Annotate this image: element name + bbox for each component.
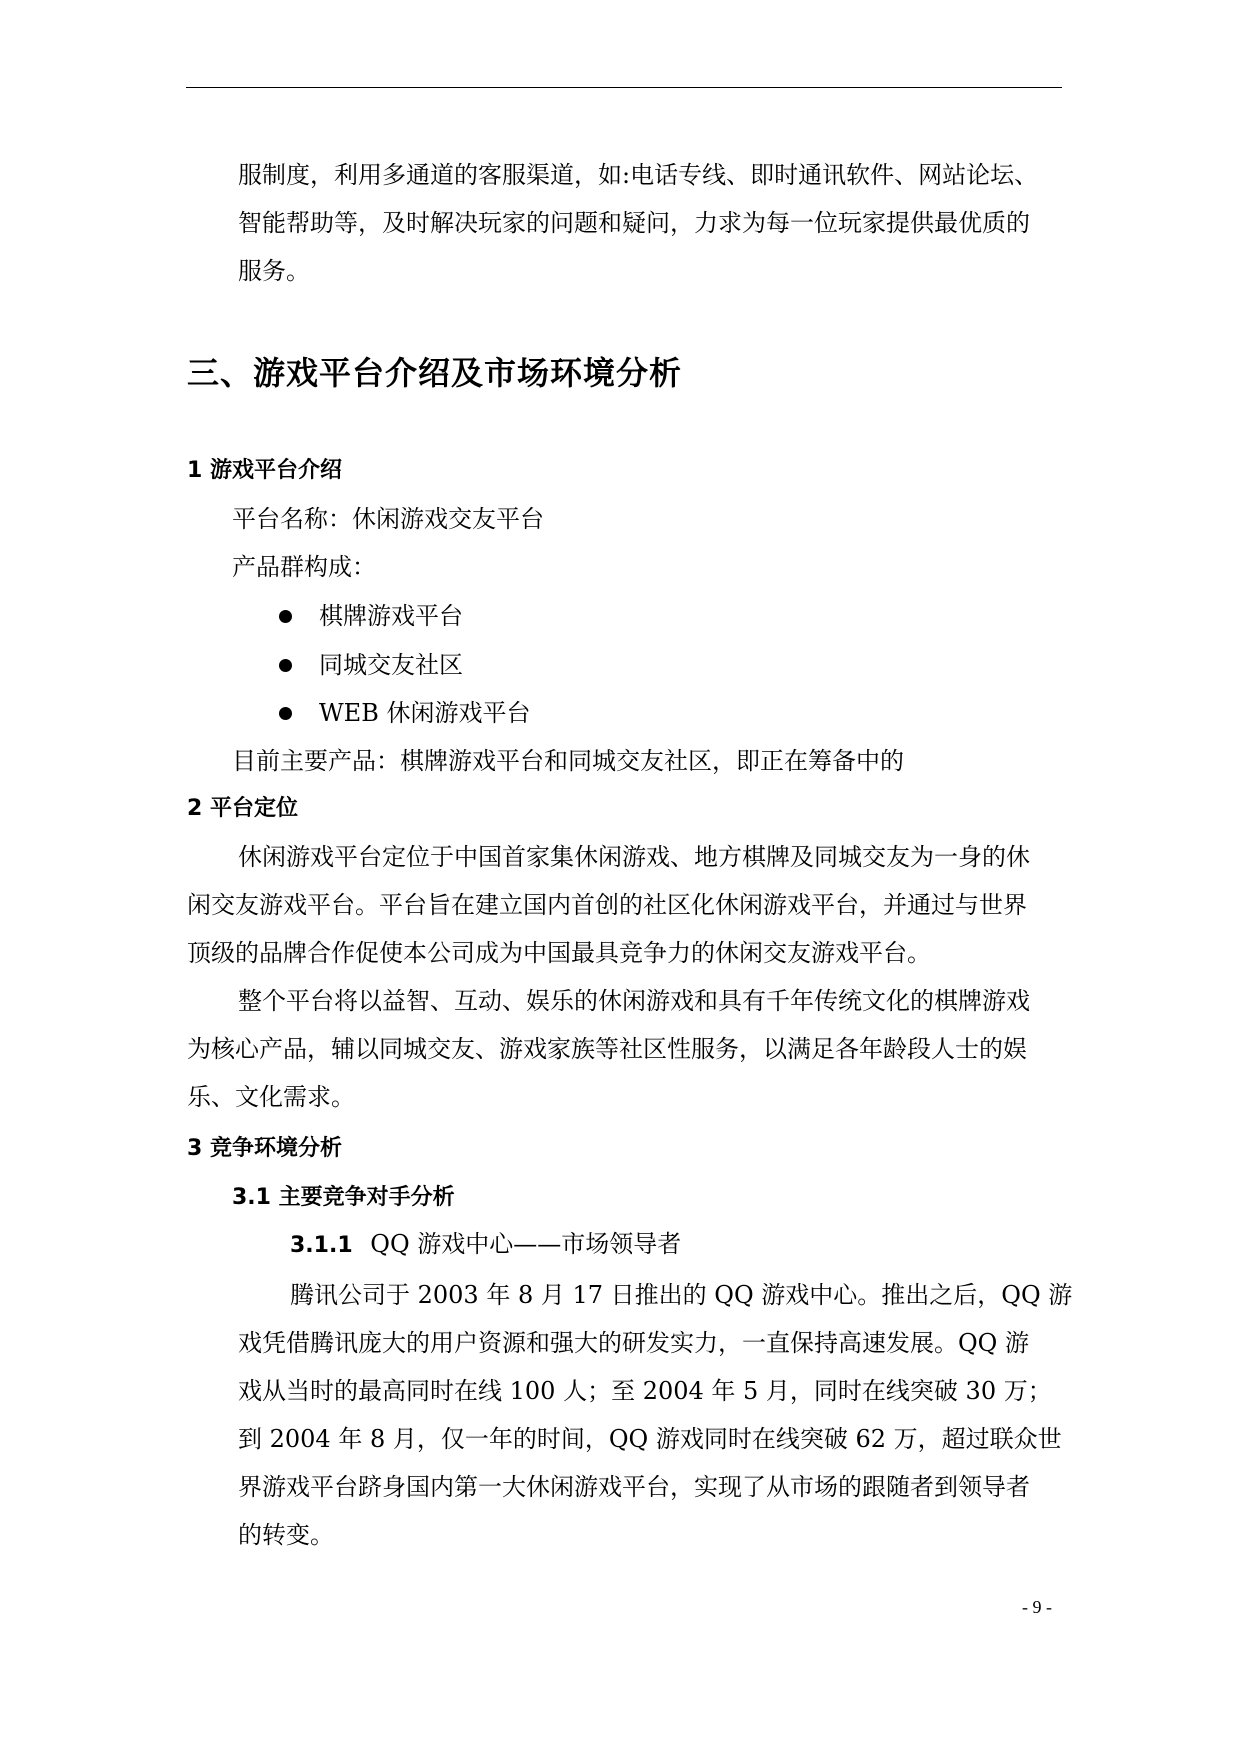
qq-line-4: 到 2004 年 8 月，仅一年的时间，QQ 游戏同时在线突破 62 万，超过联众世	[238, 1425, 1062, 1453]
positioning-line-3: 顶级的品牌合作促使本公司成为中国最具竞争力的休闲交友游戏平台。	[187, 939, 931, 967]
bullet-dot	[279, 659, 292, 672]
product-group-label: 产品群构成：	[232, 553, 376, 581]
qq-line-6: 的转变。	[238, 1521, 334, 1549]
intro-line-2: 智能帮助等，及时解决玩家的问题和疑问，力求为每一位玩家提供最优质的	[238, 209, 1030, 237]
intro-line-1: 服制度，利用多通道的客服渠道，如:电话专线、即时通讯软件、网站论坛、	[238, 161, 1039, 189]
intro-line-3: 服务。	[238, 257, 310, 285]
product-item: 棋牌游戏平台	[319, 602, 463, 630]
qq-line-3: 戏从当时的最高同时在线 100 人；至 2004 年 5 月，同时在线突破 30 万；	[238, 1377, 1052, 1405]
positioning-line-2: 闲交友游戏平台。平台旨在建立国内首创的社区化休闲游戏平台，并通过与世界	[187, 891, 1027, 919]
qq-line-2: 戏凭借腾讯庞大的用户资源和强大的研发实力，一直保持高速发展。QQ 游	[238, 1329, 1029, 1357]
product-item: 同城交友社区	[319, 651, 463, 679]
qq-line-5: 界游戏平台跻身国内第一大休闲游戏平台，实现了从市场的跟随者到领导者	[238, 1473, 1030, 1501]
positioning-line-4: 整个平台将以益智、互动、娱乐的休闲游戏和具有千年传统文化的棋牌游戏	[238, 987, 1030, 1015]
header-rule	[186, 87, 1062, 88]
positioning-line-5: 为核心产品，辅以同城交友、游戏家族等社区性服务，以满足各年龄段人士的娱	[187, 1035, 1027, 1063]
section-3-title: 3 竞争环境分析	[187, 1136, 342, 1161]
section-1-title: 1 游戏平台介绍	[187, 458, 342, 483]
bullet-dot	[279, 707, 292, 720]
positioning-line-6: 乐、文化需求。	[187, 1083, 355, 1111]
positioning-line-1: 休闲游戏平台定位于中国首家集休闲游戏、地方棋牌及同城交友为一身的休	[238, 843, 1030, 871]
qq-line-1: 腾讯公司于 2003 年 8 月 17 日推出的 QQ 游戏中心。推出之后，QQ 游	[290, 1281, 1073, 1309]
bullet-dot	[279, 610, 292, 623]
chapter-title: 三、游戏平台介绍及市场环境分析	[187, 354, 683, 392]
page-number: - 9 -	[1022, 1597, 1052, 1617]
subsubsection-number: 3.1.1	[290, 1233, 353, 1258]
subsubsection-text: QQ 游戏中心——市场领导者	[370, 1230, 682, 1258]
product-item: WEB 休闲游戏平台	[319, 699, 531, 727]
subsection-3-1-title: 3.1 主要竞争对手分析	[232, 1185, 455, 1210]
platform-name: 平台名称：休闲游戏交友平台	[232, 505, 544, 533]
section-2-title: 2 平台定位	[187, 796, 298, 821]
subsubsection-3-1-1-title	[290, 1229, 681, 1260]
current-products: 目前主要产品：棋牌游戏平台和同城交友社区，即正在筹备中的	[232, 747, 904, 775]
